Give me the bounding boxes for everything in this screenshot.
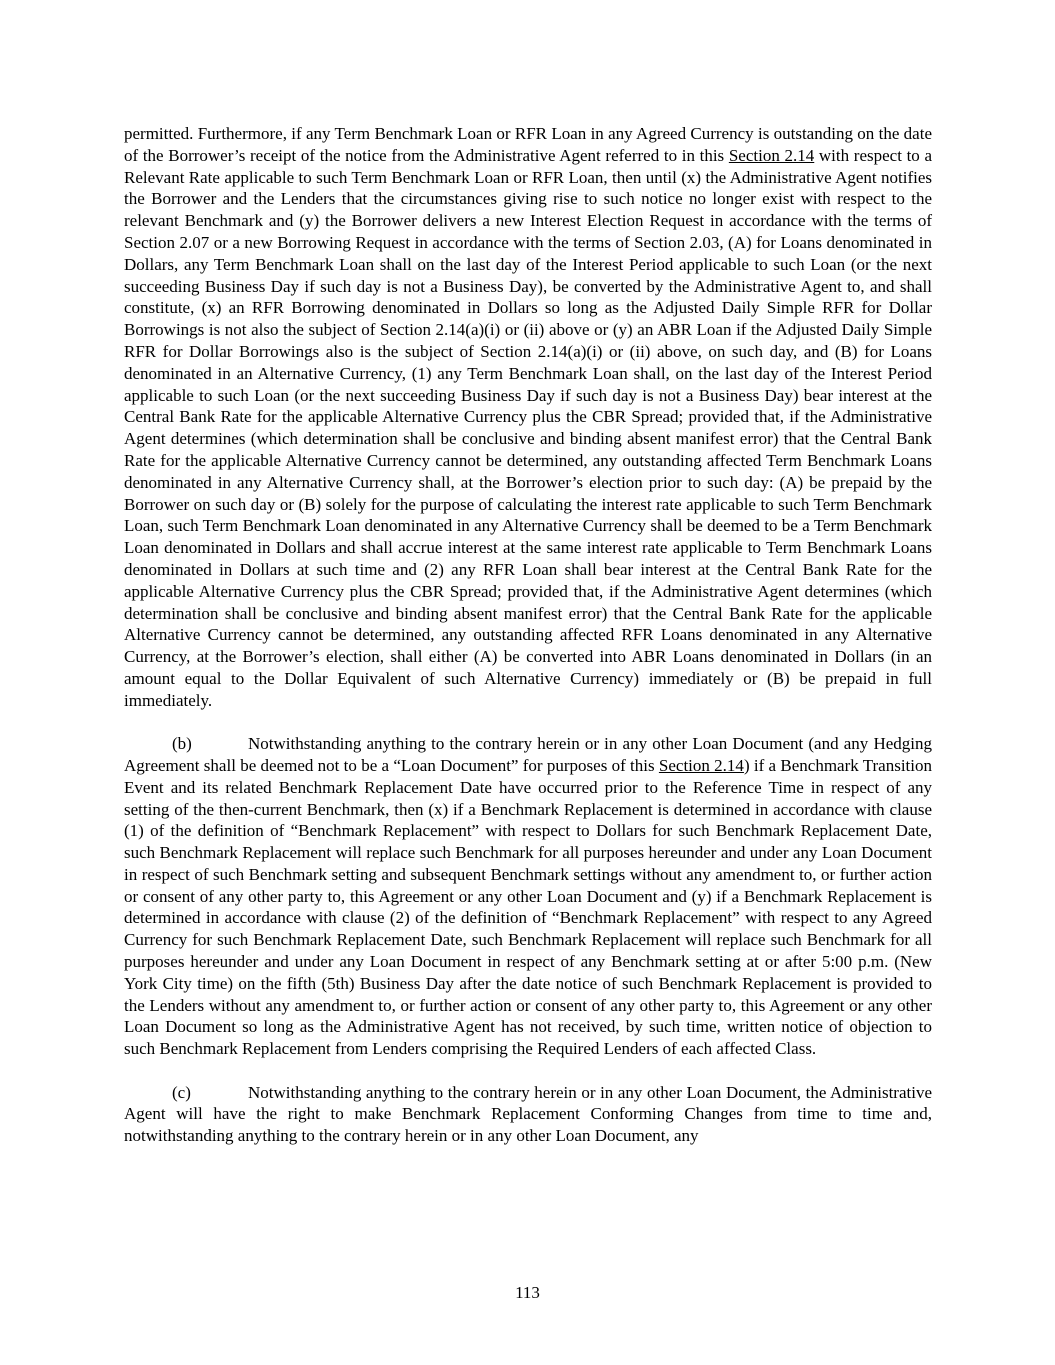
section-reference: Section 2.14 <box>728 145 815 165</box>
section-reference: Section 2.14 <box>658 755 744 775</box>
paragraph-b <box>124 733 932 1060</box>
paragraph-text: permitted. Furthermore, if any Term Benchmark Loan or RFR Loan in any Agreed Currency is outstanding on the date of the Borrower’s receipt of the notice from the Administrative Agent referred to in this <box>124 124 932 165</box>
paragraph-label: (b) <box>172 734 192 754</box>
paragraph-text: ) if a Benchmark Transition Event and its related Benchmark Replacement Date have occurred prior to the Reference Time in respect of any setting of the then-current Benchmark, then (x) if a Benchmark Replacement is determined in accordance with clause (1) of the definition of “Benchmark Replacement” with respect to Dollars for such Benchmark Replacement Date, such Benchmark Replacement will replace such Benchmark for all purposes hereunder and under any Loan Document in respect of such Benchmark setting and subsequent Benchmark settings without any amendment to, or further action or consent of any other party to, this Agreement or any other Loan Document and (y) if a Benchmark Replacement is determined in accordance with clause (2) of the definition of “Benchmark Replacement” with respect to any Agreed Currency for such Benchmark Replacement Date, such Benchmark Replacement will replace such Benchmark for all purposes hereunder and under any Loan Document in respect of any Benchmark setting at or after 5:00 p.m. (New York City time) on the fifth (5th) Business Day after the date notice of such Benchmark Replacement is provided to the Lenders without any amendment to, or further action or consent of any other party to, this Agreement or any other Loan Document so long as the Administrative Agent has not received, by such time, written notice of objection to such Benchmark Replacement from Lenders comprising the Required Lenders of each affected Class. <box>124 755 933 1059</box>
paragraph-text: Notwithstanding anything to the contrary herein or in any other Loan Document (and any Hedging Agreement shall be deemed not to be a “Loan Document” for purposes of this <box>124 734 932 775</box>
paragraph-c <box>124 1082 932 1147</box>
paragraph-text: Notwithstanding anything to the contrary herein or in any other Loan Document, the Administrative Agent will have the right to make Benchmark Replacement Conforming Changes from time to time and, notwithstanding anything to the contrary herein or in any other Loan Document, any <box>124 1082 932 1146</box>
document-body <box>124 123 932 1169</box>
paragraph-continuation <box>124 123 932 712</box>
page-number: 113 <box>515 1283 540 1302</box>
paragraph-text: with respect to a Relevant Rate applicable to such Term Benchmark Loan or RFR Loan, then until (x) the Administrative Agent notifies the Borrower and the Lenders that the circumstances giving rise to such notice no longer exist with respect to the relevant Benchmark and (y) the Borrower delivers a new Interest Election Request in accordance with the terms of Section 2.07 or a new Borrowing Request in accordance with the terms of Section 2.03, (A) for Loans denominated in Dollars, any Term Benchmark Loan shall on the last day of the Interest Period applicable to such Loan (or the next succeeding Business Day if such day is not a Business Day), be converted by the Administrative Agent to, and shall constitute, (x) an RFR Borrowing denominated in Dollars so long as the Adjusted Daily Simple RFR for Dollar Borrowings is not also the subject of Section 2.14(a)(i) or (ii) above or (y) an ABR Loan if the Adjusted Daily Simple RFR for Dollar Borrowings also is the subject of Section 2.14(a)(i) or (ii) above, on such day, and (B) for Loans denominated in an Alternative Currency, (1) any Term Benchmark Loan shall, on the last day of the Interest Period applicable to such Loan (or the next succeeding Business Day if such day is not a Business Day) bear interest at the Central Bank Rate for the applicable Alternative Currency plus the CBR Spread; provided that, if the Administrative Agent determines (which determination shall be conclusive and binding absent manifest error) that the Central Bank Rate for the applicable Alternative Currency cannot be determined, any outstanding affected Term Benchmark Loans denominated in any Alternative Currency shall, at the Borrower’s election prior to such day: (A) be prepaid by the Borrower on such day or (B) solely for the purpose of calculating the interest rate applicable to such Term Benchmark Loan, such Term Benchmark Loan denominated in any Alternative Currency shall be deemed to be a Term Benchmark Loan denominated in Dollars and shall accrue interest at the same interest rate applicable to Term Benchmark Loans denominated in Dollars at such time and (2) any RFR Loan shall bear interest at the Central Bank Rate for the applicable Alternative Currency plus the CBR Spread; provided that, if the Administrative Agent determines (which determination shall be conclusive and binding absent manifest error) that the Central Bank Rate for the applicable Alternative Currency cannot be determined, any outstanding affected RFR Loans denominated in any Alternative Currency, at the Borrower’s election, shall either (A) be converted into ABR Loans denominated in Dollars (in an amount equal to the Dollar Equivalent of such Alternative Currency) immediately or (B) be prepaid in full immediately. <box>124 145 932 710</box>
paragraph-label: (c) <box>172 1082 191 1102</box>
